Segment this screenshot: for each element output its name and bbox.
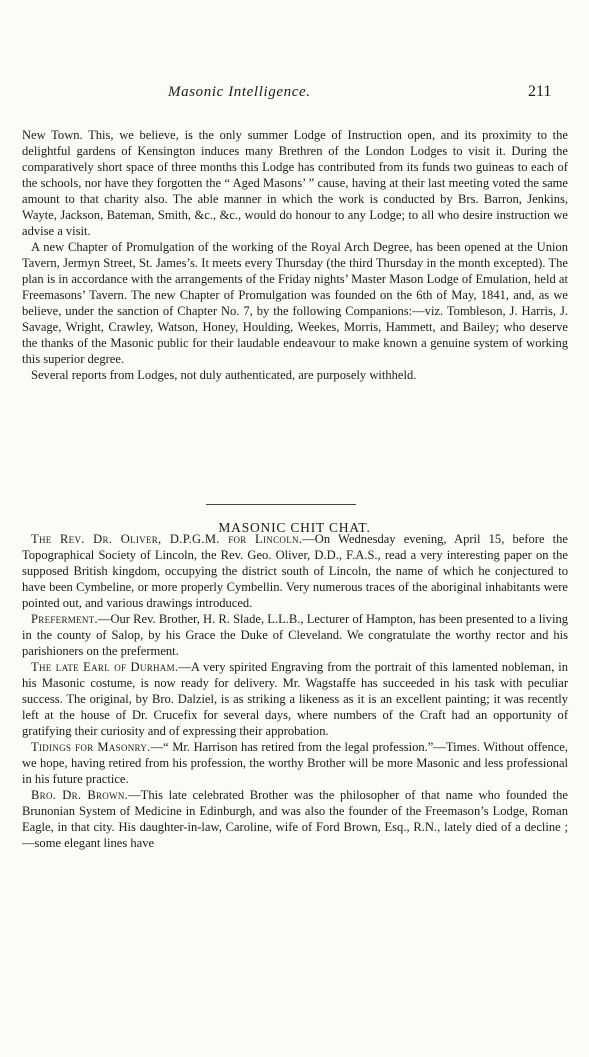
page-number: 211	[528, 83, 552, 100]
news-item	[22, 531, 568, 611]
section-heading: MASONIC CHIT CHAT.	[218, 520, 371, 535]
news-item-text: —A very spirited Engraving from the portrait of this lamented nobleman, in his Masonic costume, is now ready for delivery. Mr. Wagstaffe has succeeded in his task with peculiar success. The original, by Bro. Dalziel, is as striking a likeness as it is an excellent painting; it was recently left at the house of Dr. Crucefix for several days, where numbers of the Craft had an opportunity of gratifying their curiosity and of expressing their approbation.	[22, 660, 569, 738]
news-item-text: —“ Mr. Harrison has retired from the legal profession.”—Times. Without offence, we hope, having retired from his profession, the worthy Brother will be more Masonic and less professional in his future practice.	[22, 740, 568, 786]
news-item-lead: Preferment.	[31, 612, 98, 626]
paragraph: Several reports from Lodges, not duly authenticated, are purposely withheld.	[31, 368, 417, 382]
news-item	[22, 611, 568, 659]
paragraph: New Town. This, we believe, is the only summer Lodge of Instruction open, and its proximity to the delightful gardens of Kensington induces many Brethren of the London Lodges to visit it. During the comparatively short space of three months this Lodge has contributed from its funds two guineas to each of the schools, nor have they forgotten the “ Aged Masons’ ” cause, having at their last meeting voted the same amount to that charity also. The able manner in which the work is conducted by Brs. Barron, Jenkins, Wayte, Jackson, Bateman, Smith, &c., &c., would do honour to any Lodge; to all who desire instruction we advise a visit.	[22, 128, 568, 238]
news-item	[22, 739, 568, 787]
news-item-lead: The Rev. Dr. Oliver, D.P.G.M. for Lincoln.	[31, 532, 303, 546]
news-item-text: —On Wednesday evening, April 15, before the Topographical Society of Lincoln, the Rev. Geo. Oliver, D.D., F.A.S., read a very interesting paper on the supposed British kingdom, occupying the district south of Lincoln, the name of which he conjectured to have been Cymbeline, or more properly Cymbellin. Very numerous traces of the aboriginal inhabitants were pointed out, and various drawings introduced.	[22, 532, 568, 610]
news-item	[22, 787, 568, 851]
news-item-lead: Bro. Dr. Brown.	[31, 788, 129, 802]
news-item-lead: The late Earl of Durham.	[31, 660, 179, 674]
paragraph: A new Chapter of Promulgation of the working of the Royal Arch Degree, has been opened at the Union Tavern, Jermyn Street, St. James’s. It meets every Thursday (the third Thursday in the month excepted). The plan is in accordance with the arrangements of the Friday nights’ Master Mason Lodge of Emulation, held at Freemasons’ Tavern. The new Chapter of Promulgation was founded on the 6th of May, 1841, and, as we believe, under the sanction of Chapter No. 7, by the following Companions:—viz. Tombleson, J. Harris, J. Savage, Wright, Crawley, Watson, Honey, Houlding, Weekes, Morris, Hammett, and Bailey; who deserve the thanks of the Masonic public for their laudable endeavour to make known a genuine system of working this superior degree.	[22, 240, 568, 366]
news-item	[22, 659, 568, 739]
news-item-lead: Tidings for Masonry.	[31, 740, 151, 754]
running-head	[0, 84, 589, 106]
section-divider	[206, 504, 356, 505]
news-item-text: —This late celebrated Brother was the philosopher of that name who founded the Brunonian System of Medicine in Edinburgh, and was also the founder of the Freemason’s Lodge, Roman Eagle, in that city. His daughter-in-law, Caroline, wife of Ford Brown, Esq., R.N., lately died of a decline ;—some elegant lines have	[22, 788, 568, 850]
running-head-title: Masonic Intelligence.	[168, 84, 311, 100]
news-item-text: —Our Rev. Brother, H. R. Slade, L.L.B., Lecturer of Hampton, has been presented to a living in the county of Salop, by his Grace the Duke of Cleveland. We congratulate the worthy rector and his parishioners on the preferment.	[22, 612, 568, 658]
body-text-top	[22, 127, 568, 383]
body-text-chit-chat	[22, 531, 568, 851]
